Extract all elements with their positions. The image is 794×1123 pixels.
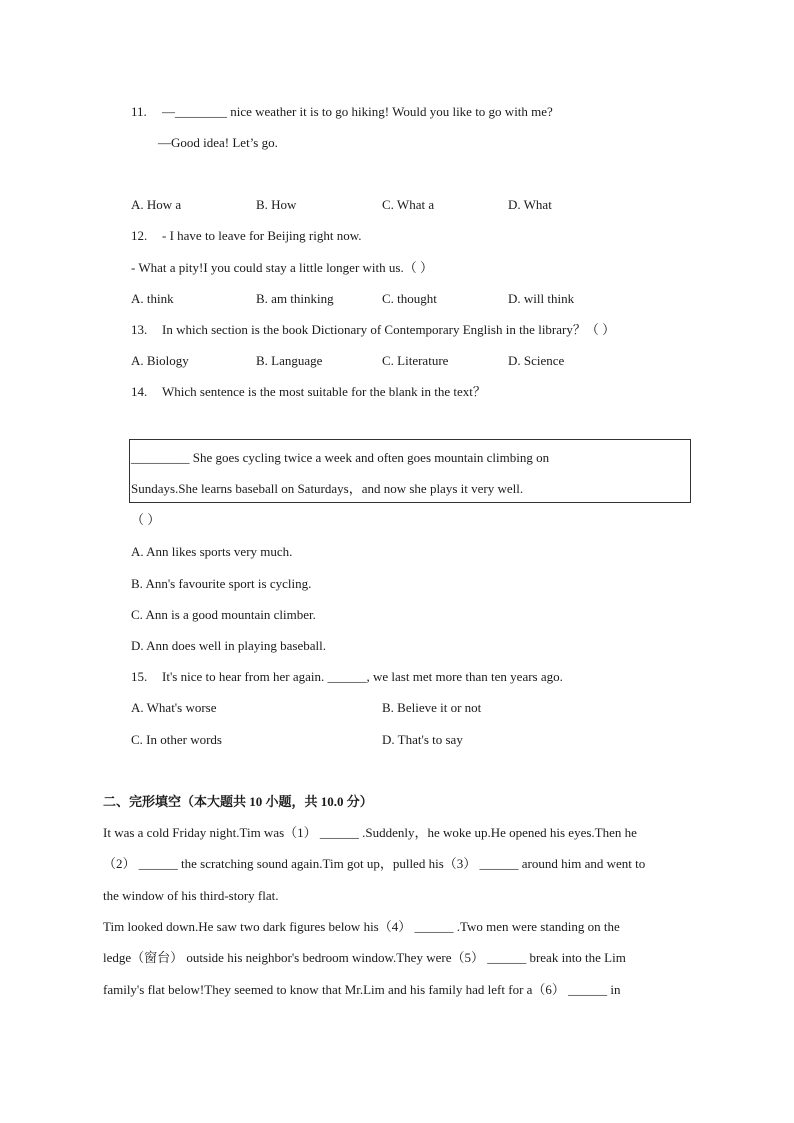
- q14-box-line1: _________ She goes cycling twice a week and often goes mountain climbing on: [131, 450, 550, 465]
- q13-option-b: B. Language: [256, 353, 323, 368]
- q12-option-a: A. think: [131, 291, 174, 306]
- q12-option-d: D. will think: [508, 291, 575, 306]
- q12-number: 12.: [131, 228, 148, 243]
- q14-number: 14.: [131, 384, 148, 399]
- q12-option-b: B. am thinking: [256, 291, 334, 306]
- q14-option-c: C. Ann is a good mountain climber.: [131, 607, 316, 622]
- q14-answer-paren: （ ）: [131, 512, 161, 527]
- q13-stem: In which section is the book Dictionary of Contemporary English in the library？（ ）: [162, 322, 616, 337]
- q14-stem: Which sentence is the most suitable for the blank in the text？: [162, 384, 486, 399]
- q14-option-a: A. Ann likes sports very much.: [131, 544, 293, 559]
- q13-option-c: C. Literature: [382, 353, 449, 368]
- q15-option-d: D. That's to say: [382, 732, 463, 747]
- cloze-line: （2） ______ the scratching sound again.Tim got up，pulled his（3） ______ around him and went to: [103, 856, 646, 871]
- q11-number: 11.: [131, 104, 147, 119]
- q12-option-c: C. thought: [382, 291, 437, 306]
- q14-text-box: [129, 439, 691, 503]
- section2-title: 二、完形填空（本大题共 10 小题，共 10.0 分）: [103, 794, 373, 809]
- q15-number: 15.: [131, 669, 148, 684]
- q15-option-a: A. What's worse: [131, 700, 217, 715]
- cloze-line: ledge（窗台） outside his neighbor's bedroom window.They were（5） ______ break into the Lim: [103, 950, 626, 965]
- q11-option-d: D. What: [508, 197, 552, 212]
- q14-option-d: D. Ann does well in playing baseball.: [131, 638, 326, 653]
- q15-option-c: C. In other words: [131, 732, 222, 747]
- q15-option-b: B. Believe it or not: [382, 700, 482, 715]
- q12-stem: - I have to leave for Beijing right now.: [162, 228, 362, 243]
- q13-option-d: D. Science: [508, 353, 565, 368]
- q14-box-line2: Sundays.She learns baseball on Saturdays，and now she plays it very well.: [131, 481, 524, 496]
- q11-option-b: B. How: [256, 197, 297, 212]
- q13-option-a: A. Biology: [131, 353, 189, 368]
- cloze-line: Tim looked down.He saw two dark figures below his（4） ______ .Two men were standing on the: [103, 919, 620, 934]
- q14-option-b: B. Ann's favourite sport is cycling.: [131, 576, 312, 591]
- cloze-line: family's flat below!They seemed to know that Mr.Lim and his family had left for a（6） ______ in: [103, 982, 621, 997]
- q12-line2: - What a pity!I you could stay a little longer with us.（ ）: [131, 260, 433, 275]
- cloze-line: the window of his third-story flat.: [103, 888, 279, 903]
- q15-stem: It's nice to hear from her again. ______, we last met more than ten years ago.: [162, 669, 563, 684]
- q13-number: 13.: [131, 322, 148, 337]
- q11-stem: —________ nice weather it is to go hiking! Would you like to go with me?: [162, 104, 553, 119]
- q11-option-c: C. What a: [382, 197, 435, 212]
- cloze-line: It was a cold Friday night.Tim was（1） ______ .Suddenly，he woke up.He opened his eyes.Then he: [103, 825, 637, 840]
- q11-option-a: A. How a: [131, 197, 182, 212]
- q11-reply: —Good idea! Let’s go.: [158, 135, 278, 150]
